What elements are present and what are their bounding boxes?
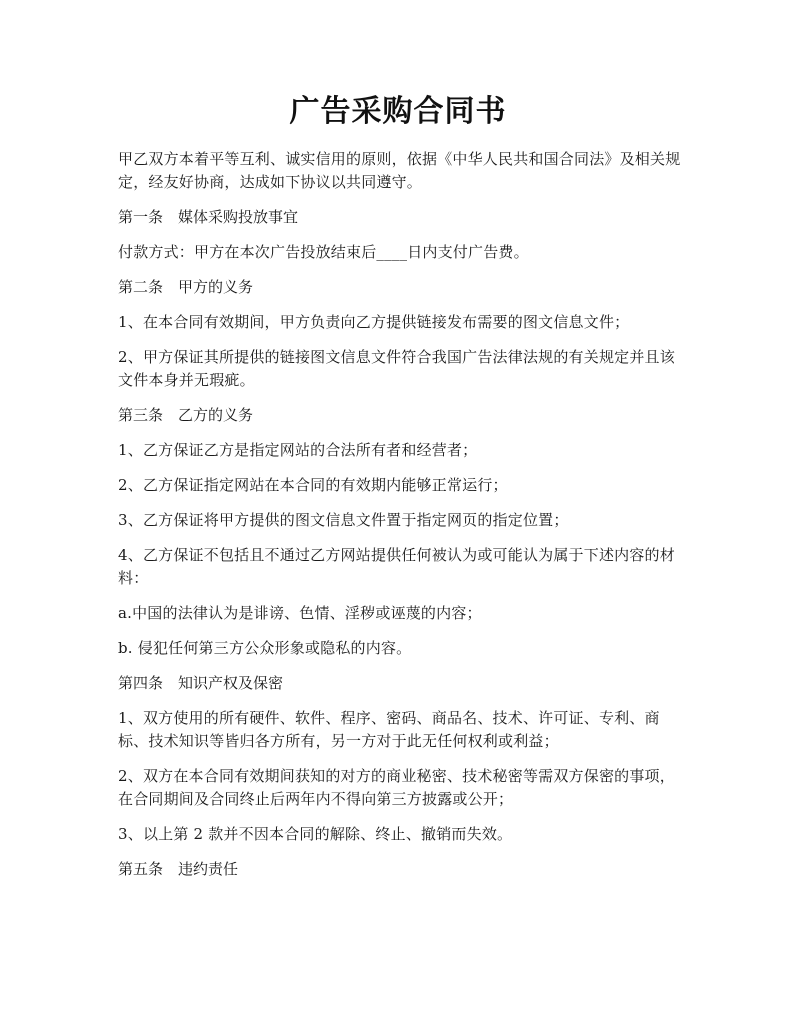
payment-clause: 付款方式：甲方在本次广告投放结束后____日内支付广告费。 [118, 243, 529, 261]
article-4-item: 2、双方在本合同有效期间获知的对方的商业秘密、技术秘密等需双方保密的事项，在合同期间及合同终止后两年内不得向第三方披露或公开； [118, 767, 675, 808]
article-5-title: 违约责任 [178, 860, 239, 878]
article-2-item: 2、甲方保证其所提供的链接图文信息文件符合我国广告法律法规的有关规定并且该文件本身并无瑕疵。 [118, 348, 675, 389]
article-4-number: 第四条 [118, 674, 164, 692]
article-4-heading [118, 672, 684, 695]
article-5-number: 第五条 [118, 860, 164, 878]
article-4-item: 1、双方使用的所有硬件、软件、程序、密码、商品名、技术、许可证、专利、商标、技术知识等皆归各方所有，另一方对于此无任何权利或利益； [118, 709, 660, 750]
article-3-number: 第三条 [118, 406, 164, 424]
article-3-item: 4、乙方保证不包括且不通过乙方网站提供任何被认为或可能认为属于下述内容的材料： [118, 546, 675, 587]
article-1-title: 媒体采购投放事宜 [178, 208, 299, 226]
intro-paragraph: 甲乙双方本着平等互利、诚实信用的原则，依据《中华人民共和国合同法》及相关规定，经友好协商，达成如下协议以共同遵守。 [118, 150, 681, 191]
article-3-subitem: a.中国的法律认为是诽谤、色情、淫秽或诬蔑的内容； [118, 604, 482, 622]
article-4-title: 知识产权及保密 [178, 674, 284, 692]
article-4-item: 3、以上第 2 款并不因本合同的解除、终止、撤销而失效。 [118, 825, 513, 843]
document-body [118, 148, 684, 893]
article-3-item: 3、乙方保证将甲方提供的图文信息文件置于指定网页的指定位置； [118, 511, 569, 529]
article-2-number: 第二条 [118, 278, 164, 296]
article-3-heading [118, 404, 684, 427]
article-5-heading [118, 858, 684, 881]
article-1-heading [118, 206, 684, 229]
article-2-heading [118, 276, 684, 299]
article-2-title: 甲方的义务 [178, 278, 254, 296]
article-3-subitem: b. 侵犯任何第三方公众形象或隐私的内容。 [118, 639, 412, 657]
article-3-item: 2、乙方保证指定网站在本合同的有效期内能够正常运行； [118, 476, 508, 494]
article-2-item: 1、在本合同有效期间，甲方负责向乙方提供链接发布需要的图文信息文件； [118, 313, 630, 331]
document-title: 广告采购合同书 [289, 94, 507, 129]
article-3-item: 1、乙方保证乙方是指定网站的合法所有者和经营者； [118, 441, 478, 459]
article-1-number: 第一条 [118, 208, 164, 226]
article-3-title: 乙方的义务 [178, 406, 254, 424]
